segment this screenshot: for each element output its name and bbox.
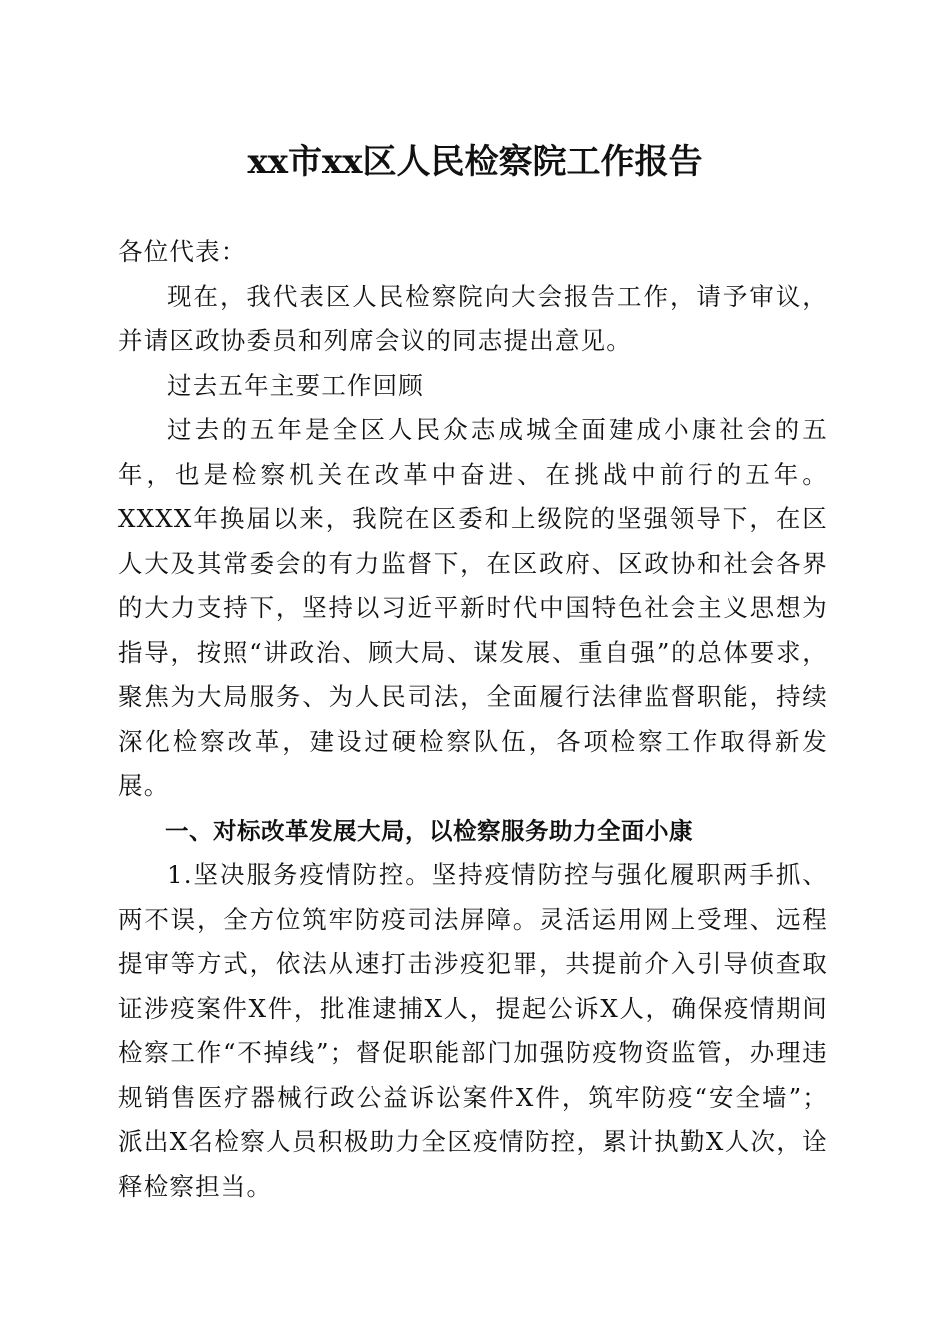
review-heading: 过去五年主要工作回顾	[167, 370, 424, 400]
section-paragraph: 1.坚决服务疫情防控。坚持疫情防控与强化履职两手抓、两不误，全方位筑牢防疫司法屏障。灵活运用网上受理、远程提审等方式，依法从速打击涉疫犯罪，共提前介入引导侦查取证涉疫案件X件，批准逮捕X人，提起公诉X人，确保疫情期间检察工作“不掉线”；督促职能部门加强防疫物资监管，办理违规销售医疗器械行政公益诉讼案件X件，筑牢防疫“安全墙”；派出X名检察人员积极助力全区疫情防控，累计执勤X人次，诠释检察担当。	[118, 860, 828, 1201]
opening-paragraph: 现在，我代表区人民检察院向大会报告工作，请予审议，并请区政协委员和列席会议的同志提出意见。	[118, 281, 828, 355]
document-title: xx市xx区人民检察院工作报告	[247, 142, 703, 182]
document-body	[118, 230, 828, 1209]
review-paragraph: 过去的五年是全区人民众志成城全面建成小康社会的五年，也是检察机关在改革中奋进、在挑战中前行的五年。XXXX年换届以来，我院在区委和上级院的坚强领导下，在区人大及其常委会的有力监督下，在区政府、区政协和社会各界的大力支持下，坚持以习近平新时代中国特色社会主义思想为指导，按照“讲政治、顾大局、谋发展、重自强”的总体要求，聚焦为大局服务、为人民司法，全面履行法律监督职能，持续深化检察改革，建设过硬检察队伍，各项检察工作取得新发展。	[118, 415, 828, 800]
salutation: 各位代表：	[118, 237, 247, 266]
section-heading: 一、对标改革发展大局，以检察服务助力全面小康	[165, 816, 693, 845]
